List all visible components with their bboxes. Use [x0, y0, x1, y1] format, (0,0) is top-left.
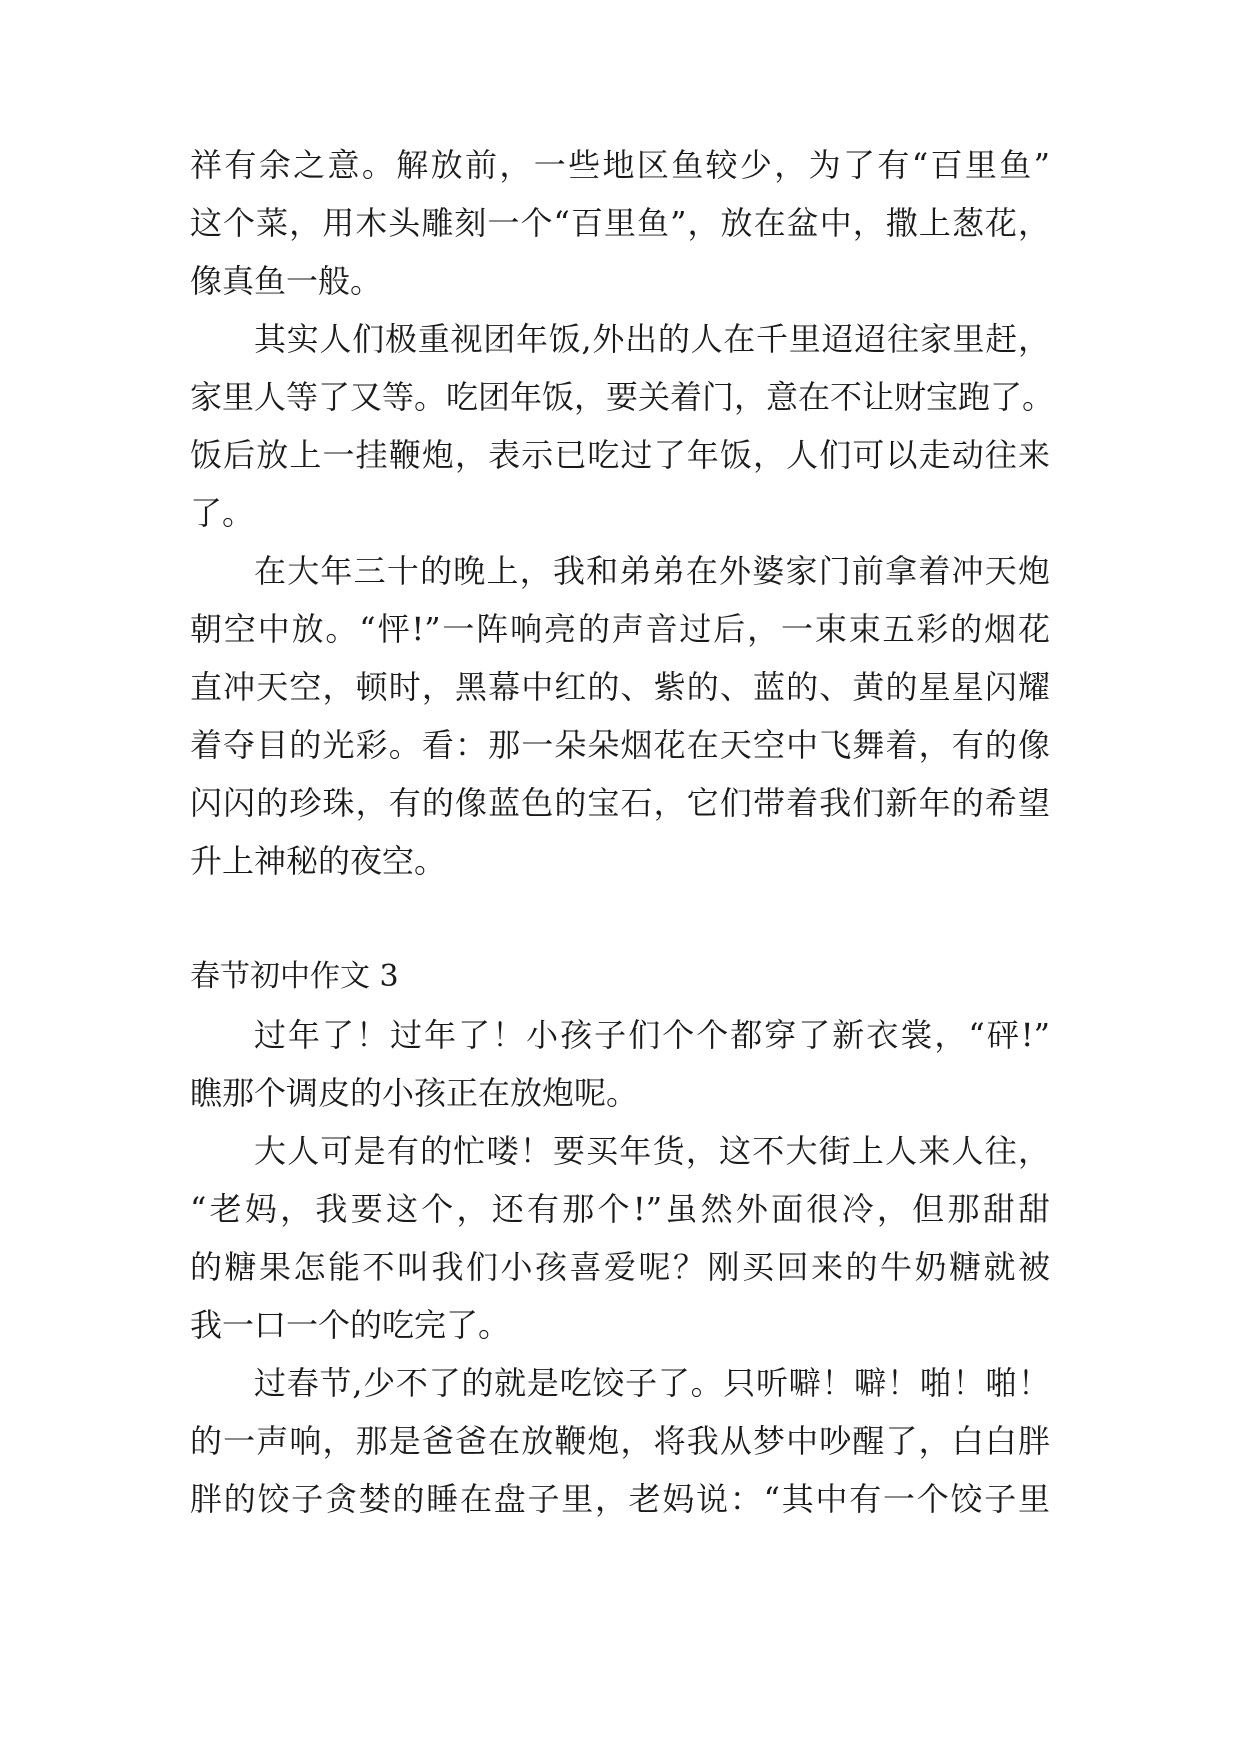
paragraph-3-line-4: 着夺目的光彩。看：那一朵朵烟花在天空中飞舞着，有的像 — [190, 726, 1050, 764]
paragraph-1-line-3: 像真鱼一般。 — [190, 262, 383, 300]
paragraph-3-line-6: 升上神秘的夜空。 — [190, 842, 447, 880]
section-paragraph-1-line-1: 过年了！过年了！小孩子们个个都穿了新衣裳，“砰!” — [254, 1016, 1050, 1054]
paragraph-2-line-3: 饭后放上一挂鞭炮，表示已吃过了年饭，人们可以走动往来 — [190, 436, 1050, 474]
section-paragraph-2-line-2: “老妈，我要这个，还有那个!”虽然外面很冷，但那甜甜 — [190, 1190, 1050, 1228]
paragraph-3-line-3: 直冲天空，顿时，黑幕中红的、紫的、蓝的、黄的星星闪耀 — [190, 668, 1050, 706]
section-paragraph-2-line-1: 大人可是有的忙喽！要买年货，这不大街上人来人往， — [254, 1132, 1050, 1170]
section-paragraph-3-line-3: 胖的饺子贪婪的睡在盘子里，老妈说：“其中有一个饺子里 — [190, 1480, 1050, 1518]
paragraph-3-line-5: 闪闪的珍珠，有的像蓝色的宝石，它们带着我们新年的希望 — [190, 784, 1050, 822]
paragraph-3-line-1: 在大年三十的晚上，我和弟弟在外婆家门前拿着冲天炮 — [254, 552, 1050, 590]
section-paragraph-2-line-3: 的糖果怎能不叫我们小孩喜爱呢？刚买回来的牛奶糖就被 — [190, 1248, 1050, 1286]
paragraph-1-line-1: 祥有余之意。解放前，一些地区鱼较少，为了有“百里鱼” — [190, 146, 1050, 184]
section-heading: 春节初中作文 3 — [190, 959, 399, 994]
paragraph-2-line-2: 家里人等了又等。吃团年饭，要关着门，意在不让财宝跑了。 — [190, 378, 1055, 416]
section-paragraph-2-line-4: 我一口一个的吃完了。 — [190, 1306, 511, 1344]
paragraph-2-line-1: 其实人们极重视团年饭,外出的人在千里迢迢往家里赶， — [254, 320, 1050, 358]
paragraph-2-line-4: 了。 — [190, 494, 255, 532]
section-paragraph-3-line-2: 的一声响，那是爸爸在放鞭炮，将我从梦中吵醒了，白白胖 — [190, 1422, 1050, 1460]
paragraph-3-line-2: 朝空中放。“怦!”一阵响亮的声音过后，一束束五彩的烟花 — [190, 610, 1050, 648]
section-paragraph-1-line-2: 瞧那个调皮的小孩正在放炮呢。 — [190, 1074, 639, 1112]
paragraph-1-line-2: 这个菜，用木头雕刻一个“百里鱼”，放在盆中，撒上葱花， — [190, 204, 1050, 242]
section-paragraph-3-line-1: 过春节,少不了的就是吃饺子了。只听噼！噼！啪！啪！ — [254, 1364, 1050, 1402]
